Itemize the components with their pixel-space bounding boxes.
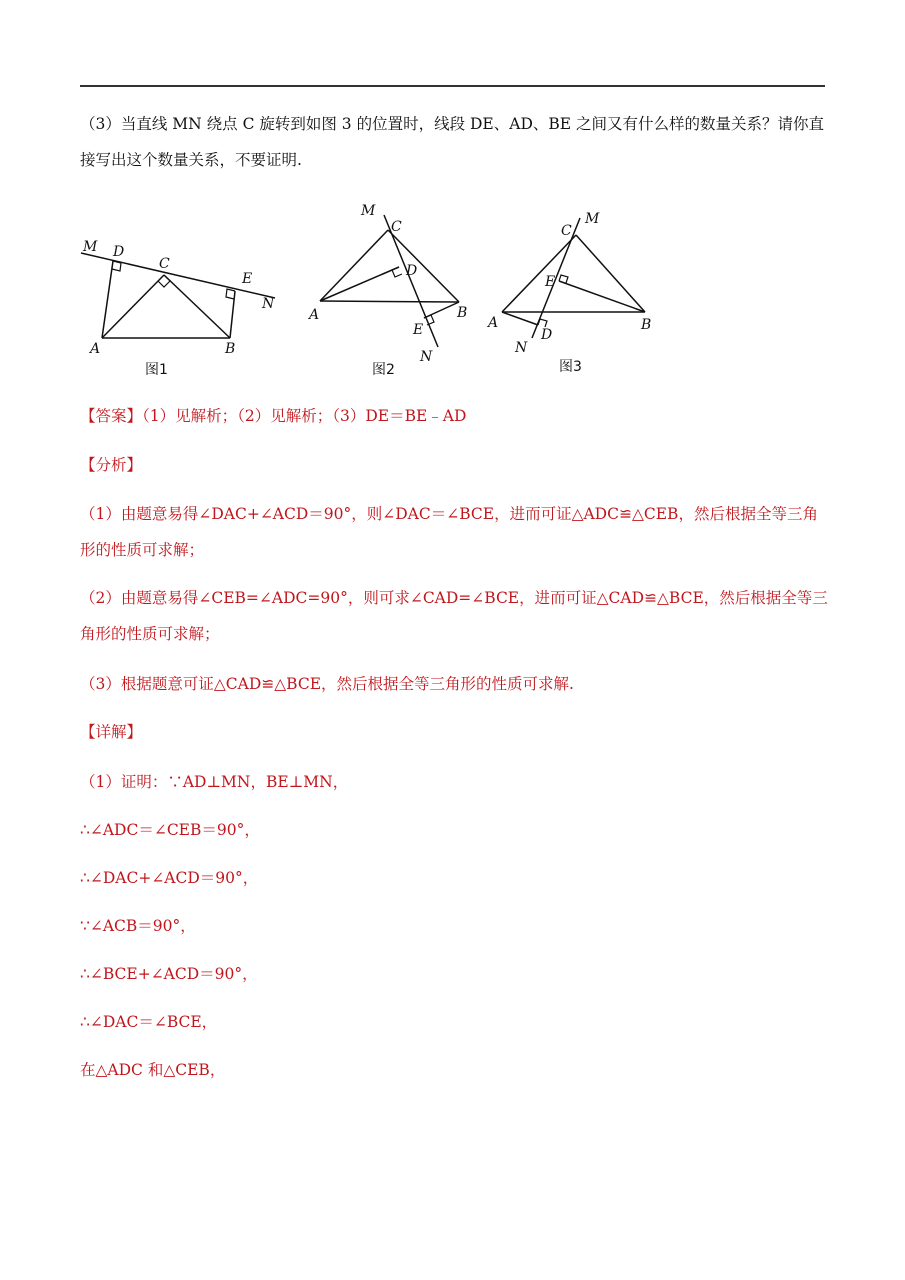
fig1-seg-cb [164,275,230,338]
fig2-label-d: D [406,263,418,279]
answer-line [80,406,466,428]
fig1-label-a: A [90,341,101,357]
fig3-label-e: E [545,274,556,290]
fig2-seg-ab [320,301,459,302]
fig3-seg-cb [576,235,645,312]
detail-line: ∴∠DAC+∠ACD＝90°， [80,869,259,887]
question-line-2: 接写出这个数量关系，不要证明. [80,151,302,169]
figures [75,195,675,385]
answer-text: （1）见解析；（2）见解析；（3）DE＝BE﹣AD [142,407,467,425]
analysis-p3: （3）根据题意可证△CAD≌△BCE，然后根据全等三角形的性质可求解. [80,675,574,693]
analysis-p1-line-2: 形的性质可求解； [80,541,205,559]
fig3-label-a: A [488,315,499,331]
detail-line: ∴∠ADC＝∠CEB＝90°， [80,821,260,839]
fig3-label-c: C [561,223,572,239]
fig1-label-n: N [262,296,275,312]
fig1-label-d: D [113,244,125,260]
question-line-1: （3）当直线 MN 绕点 C 旋转到如图 3 的位置时，线段 DE、AD、BE 之间又有什么样的数量关系？请你直 [80,115,825,133]
fig3-seg-ad [502,312,538,325]
header-rule [80,85,825,87]
analysis-p2-line-2: 角形的性质可求解； [80,625,220,643]
fig3-label-n: N [515,340,528,356]
answer-tag: 【答案】 [80,407,143,425]
fig3-caption: 图3 [559,359,582,375]
fig3-label-b: B [641,317,652,333]
fig2-label-n: N [420,349,433,365]
figure-3 [502,218,645,338]
fig1-seg-ac [102,275,164,338]
figure-2 [320,215,459,347]
fig2-label-e: E [413,322,424,338]
figure-1 [81,253,275,338]
detail-tag: 【详解】 [80,723,143,741]
geometry-figures [75,195,675,385]
fig1-label-e: E [242,271,253,287]
analysis-p1-line-1: （1）由题意易得∠DAC+∠ACD＝90°，则∠DAC＝∠BCE，进而可证△ADC≌△CEB，然后根据全等三角 [80,505,818,523]
fig1-caption: 图1 [145,362,168,378]
detail-line: ∵∠ACB＝90°， [80,917,196,935]
fig2-label-a: A [309,307,320,323]
fig3-label-d: D [541,327,553,343]
fig2-seg-cb [388,230,459,302]
fig1-label-c: C [159,256,170,272]
detail-line: 在△ADC 和△CEB， [80,1061,226,1079]
analysis-p2-line-1: （2）由题意易得∠CEB=∠ADC=90°，则可求∠CAD=∠BCE，进而可证△CAD≌△BCE，然后根据全等三 [80,589,828,607]
fig2-seg-ac [320,230,388,301]
analysis-tag: 【分析】 [80,456,143,474]
fig3-label-m: M [585,211,600,227]
fig2-label-c: C [391,219,402,235]
fig3-seg-ac [502,235,576,312]
fig2-caption: 图2 [372,362,395,378]
detail-line: （1）证明：∵AD⊥MN，BE⊥MN， [80,773,349,791]
fig1-seg-ad [102,261,113,338]
fig2-label-b: B [457,305,468,321]
detail-line: ∴∠DAC＝∠BCE， [80,1013,218,1031]
fig1-label-m: M [83,239,98,255]
detail-line: ∴∠BCE+∠ACD＝90°， [80,965,258,983]
fig2-seg-ad [320,267,399,301]
fig1-label-b: B [225,341,236,357]
fig2-label-m: M [361,203,376,219]
